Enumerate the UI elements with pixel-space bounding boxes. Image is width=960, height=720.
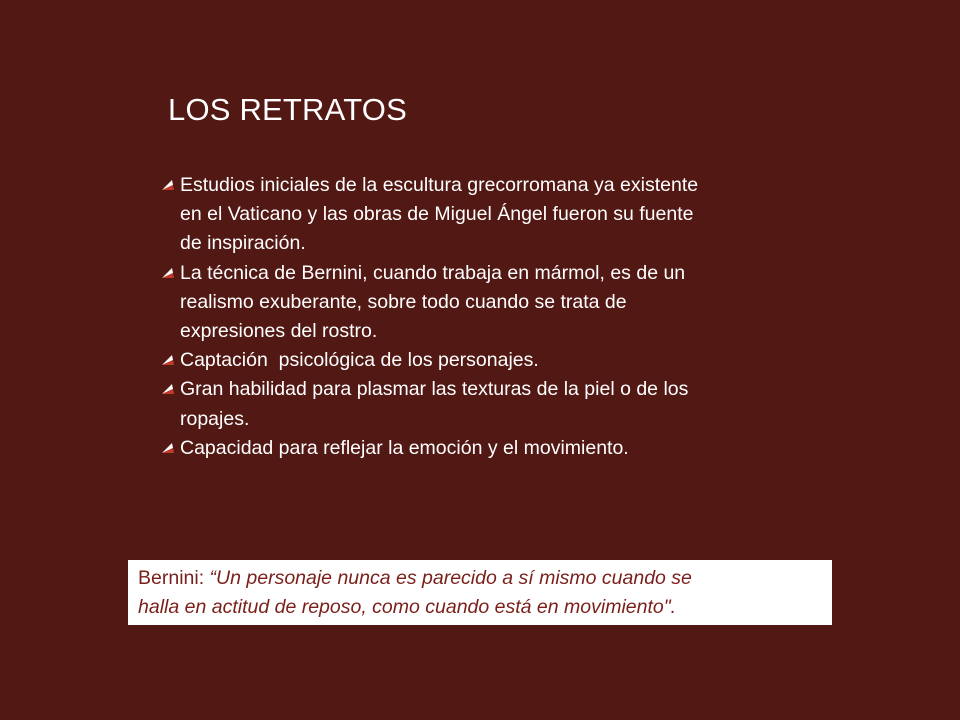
arrow-bullet-icon: [160, 354, 176, 366]
bullet-line: en el Vaticano y las obras de Miguel Ángel fueron su fuente: [180, 203, 694, 226]
slide-title: LOS RETRATOS: [168, 92, 407, 127]
quote-box: [128, 560, 832, 625]
bullet-line: ropajes.: [180, 407, 250, 430]
bullet-line: de inspiración.: [180, 232, 306, 255]
arrow-bullet-icon: [160, 442, 176, 454]
quote-text-line-2: halla en actitud de reposo, como cuando está en movimiento".: [138, 596, 677, 618]
quote-author: Bernini:: [138, 567, 210, 589]
bullet-list: [160, 171, 830, 463]
bullet-line: Gran habilidad para plasmar las texturas de la piel o de los: [180, 378, 689, 401]
bullet-item: [160, 171, 830, 259]
bullet-line: La técnica de Bernini, cuando trabaja en mármol, es de un: [180, 261, 686, 284]
arrow-bullet-icon: [160, 267, 176, 279]
bullet-item: [160, 434, 830, 463]
bullet-line: Captación psicológica de los personajes.: [180, 349, 539, 372]
bullet-line: realismo exuberante, sobre todo cuando se trata de: [180, 290, 627, 313]
bullet-item: [160, 346, 830, 375]
bullet-item: [160, 259, 830, 347]
quote-text-line-1: “Un personaje nunca es parecido a sí mismo cuando se: [209, 567, 692, 589]
bullet-line: Estudios iniciales de la escultura grecorromana ya existente: [180, 174, 699, 196]
bullet-item: [160, 375, 830, 433]
arrow-bullet-icon: [160, 383, 176, 395]
bullet-line: Capacidad para reflejar la emoción y el movimiento.: [180, 436, 629, 459]
arrow-bullet-icon: [160, 179, 176, 191]
bullet-line: expresiones del rostro.: [180, 320, 378, 343]
